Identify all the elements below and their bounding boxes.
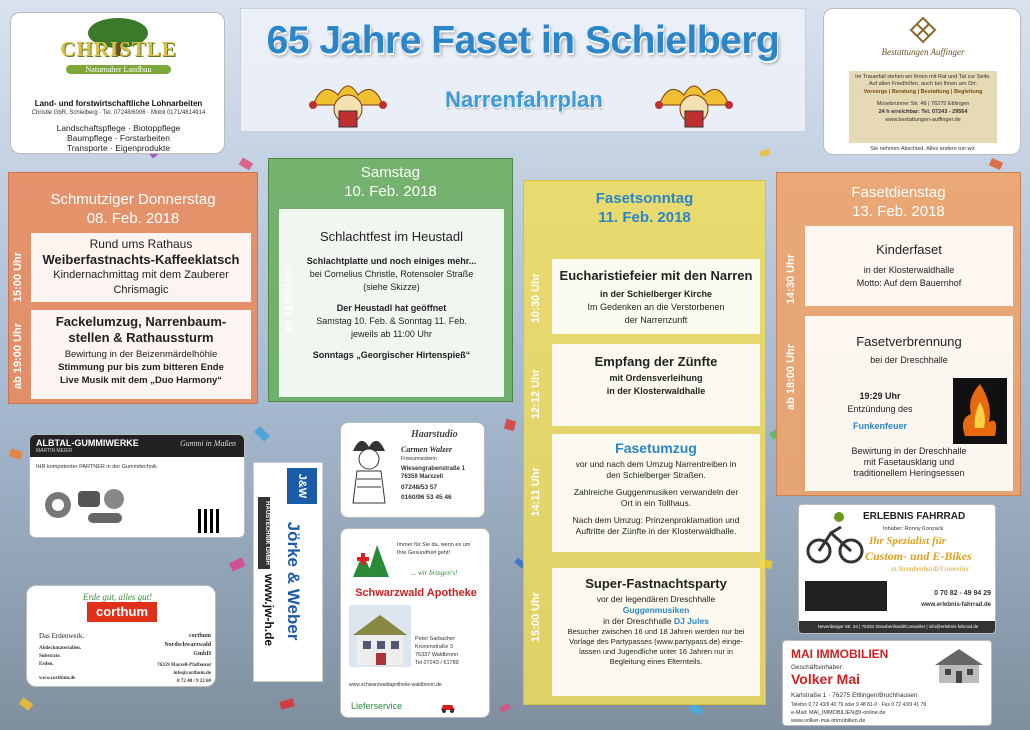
event-line: Bewirtung in der Beizenmärdelhöhle <box>64 349 218 360</box>
event-title: Empfang der Zünfte <box>594 354 718 369</box>
apotheke-name: Schwarzwald Apotheke <box>355 587 477 599</box>
haarstudio-sub: Friseurmeisterin <box>401 456 437 462</box>
corthum-ad <box>26 585 216 687</box>
column-saturday <box>268 158 513 402</box>
mai-title: MAI IMMOBILIEN <box>791 647 889 661</box>
day-date: 13. Feb. 2018 <box>852 203 945 220</box>
event-card <box>552 259 760 334</box>
column-tuesday <box>776 172 1021 496</box>
house-icon <box>931 645 987 685</box>
corthum-right: info@corthum.de <box>173 671 211 676</box>
pharmacy-building-image <box>349 605 411 667</box>
event-line: Guggenmusiken <box>622 605 690 615</box>
jw-name: Jörke & Weber <box>284 521 303 641</box>
event-line: Funkenfeuer <box>852 421 907 431</box>
day-title: Samstag <box>360 164 421 181</box>
event-line: vor und nach dem Umzug Narrentreiben in <box>575 459 737 469</box>
corthum-left: www.corthum.de <box>39 676 76 681</box>
day-date: 08. Feb. 2018 <box>86 210 180 227</box>
haarstudio-title: Haarstudio <box>411 429 458 440</box>
event-line: Schlachtplatte und noch einiges mehr... <box>306 256 477 266</box>
christle-logo: CHRISTLE <box>60 37 177 61</box>
event-line: bei der Dreschhalle <box>870 355 948 365</box>
jw-ad <box>253 462 323 682</box>
event-line: der Narrenzunft <box>624 315 688 325</box>
event-line: in der Klosterwaldhalle <box>863 265 955 275</box>
event-line: Zahlreiche Guggenmusiken verwandeln der <box>573 487 739 497</box>
apotheke-slogan: ... wir bringen's! <box>411 569 458 577</box>
event-line: jeweils ab 11:00 Uhr <box>351 329 432 339</box>
event-line: Vorlage des Partypasses (www.partypass.de) einge- <box>569 637 743 646</box>
time-label: 15:00 Uhr <box>12 251 24 303</box>
fahrrad-ad <box>798 504 996 634</box>
event-line: Entzündung des <box>847 404 913 414</box>
apotheke-tagline: Ihre Gesundheit geht! <box>397 550 450 556</box>
event-card <box>805 316 1013 491</box>
fahrrad-web: www.erlebnis-fahrrad.de <box>921 602 991 608</box>
event-card <box>552 344 760 426</box>
corthum-right: 0 72 48 / 9 22 60 <box>177 679 211 684</box>
christle-contact: Christle GbR, Schielberg · Tel. 07248/6006 · Mobil 0171/4814914 <box>31 110 206 116</box>
event-line: in der Schielberger Kirche <box>599 289 713 299</box>
event-line: Im Gedenken an die Verstorbenen <box>587 302 725 312</box>
mai-addr: Karlstraße 1 · 76275 Ettlingen/Bruchhausen <box>791 692 918 699</box>
event-line: mit Ordensverleihung <box>609 373 703 383</box>
event-card <box>552 434 760 552</box>
event-line: Ort in ein Tollhaus. <box>620 498 692 508</box>
bestattungen-ad <box>823 8 1021 155</box>
haarstudio-name: Carmen Walzer <box>401 445 453 454</box>
albtal-script: Gummi in Maßen <box>180 439 236 448</box>
event-title: Weiberfastnachts-Kaffeeklatsch <box>42 252 240 267</box>
event-line: mit Fasetausklang und <box>863 457 955 467</box>
event-line: lassen und Jugendliche unter 16 Jahren nur in <box>579 647 733 656</box>
event-line: Kindernachmittag mit dem Zauberer <box>53 269 229 281</box>
mai-owner-label: Geschäftsinhaber: <box>791 664 844 671</box>
bestattungen-name: Bestattungen Auffinger <box>881 47 965 57</box>
event-line: Besucher zwischen 16 und 18 Jahren werden nur bei <box>567 627 745 636</box>
mai-mail: e-Mail: MAI_IMMOBILIEN@t-online.de <box>791 710 886 716</box>
knot-icon <box>908 15 938 45</box>
event-title: Kinderfaset <box>876 242 942 257</box>
time-label: ab 18:00 Uhr <box>785 343 797 411</box>
bestattungen-footer: Sie nehmen Abschied. Alles andere tun wir. <box>870 146 976 152</box>
event-line: in der Dreschhalle DJ Jules <box>603 616 709 626</box>
event-line: Samstag 10. Feb. & Sonntag 11. Feb. <box>316 316 467 326</box>
event-card <box>552 568 760 696</box>
event-title: Fasetverbrennung <box>856 334 962 349</box>
fahrrad-owner: Inhaber: Ronny Konzack <box>883 526 944 532</box>
apotheke-city: 76337 Waldbronn <box>415 652 459 658</box>
corthum-left: Das Erdenwerk. <box>39 632 85 640</box>
fahrrad-spec: Ihr Spezialist für <box>869 535 947 547</box>
jester-hair-icon <box>347 431 391 507</box>
fahrrad-spec: Custom- und E-Bikes <box>865 549 972 563</box>
event-card <box>31 310 251 399</box>
day-date: 10. Feb. 2018 <box>344 183 437 200</box>
corthum-logo: corthum <box>87 602 157 622</box>
time-label: 14:30 Uhr <box>785 253 797 305</box>
fahrrad-spec: in Straubenhardt/Conweiler <box>891 565 970 573</box>
jw-www: www.jw-h.de <box>262 573 276 647</box>
bestattungen-info: Im Trauerfall stehen wir Ihnen mit Rat und Tat zur Seite. Auf allen Friedhöfen, auch bei Ihnen am Ort. Vorsorge | Beratung | Bestattung | Begleitung Mosebrunner Str. 46 | 76275 Ettlingen 24 h erreichbar: Tel. 07243 - 29564 www.bestattungen-auffinger.de <box>849 71 997 143</box>
corthum-slogan: Erde gut, alles gut! <box>83 592 153 602</box>
corthum-right: 76359 Marzell-Pfaffenrot <box>157 663 211 668</box>
apotheke-ad <box>340 528 490 718</box>
time-label: 12:12 Uhr <box>530 368 542 420</box>
event-line: Motto: Auf dem Bauernhof <box>856 278 962 288</box>
christle-headline: Land- und forstwirtschaftliche Lohnarbeiten <box>34 99 203 108</box>
event-line: Der Heustadl hat geöffnet <box>336 303 447 313</box>
fahrrad-phone: 0 70 82 - 49 94 29 <box>934 590 991 597</box>
event-card <box>805 226 1013 306</box>
event-card <box>279 209 504 397</box>
event-line: in der Klosterwaldhalle <box>606 386 706 396</box>
haarstudio-addr: 76359 Marxzell <box>401 474 444 480</box>
event-location: Rund ums Rathaus <box>89 237 193 251</box>
albtal-name: ALBTAL-GUMMIWERKE <box>36 438 139 448</box>
mai-owner: Volker Mai <box>791 671 860 687</box>
apotheke-phone: Tel 07243 / 61789 <box>415 660 459 666</box>
time-label: 15:00 Uhr <box>530 591 542 643</box>
bicycle-rider-icon <box>805 509 865 565</box>
haarstudio-phone: 07248/53 57 <box>401 484 438 491</box>
mai-ad <box>782 640 992 726</box>
event-title: Schlachtfest im Heustadl <box>319 229 464 244</box>
event-title: Fasetumzug <box>615 440 697 456</box>
time-label: 14:11 Uhr <box>530 467 542 517</box>
fahrrad-addr: Nevenbürger Str. 34 | 75334 Straubenhardt/Conweiler | info@erlebnis-fahrrad.de <box>817 624 979 629</box>
event-line: 19:29 Uhr <box>859 391 901 401</box>
event-line: Nach dem Umzug: Prinzenproklamation und <box>572 515 740 525</box>
page-title: 65 Jahre Faset in Schielberg <box>266 19 780 62</box>
corthum-left: Substrate. <box>39 654 61 659</box>
event-line: bei Cornelius Christle, Rotensoler Straße <box>309 269 474 279</box>
event-line: Sonntags „Georgischer Hirtenspieß“ <box>312 350 471 360</box>
time-label: ab 19:00 Uhr <box>12 322 24 390</box>
event-line: Live Musik mit dem „Duo Harmony“ <box>59 375 223 386</box>
day-date: 11. Feb. 2018 <box>598 209 691 226</box>
fahrrad-name: ERLEBNIS FAHRRAD <box>863 511 966 522</box>
fahrrad-hours <box>805 581 887 611</box>
bonfire-image <box>953 378 1007 444</box>
event-title: stellen & Rathaussturm <box>68 330 214 345</box>
haarstudio-ad <box>340 422 485 518</box>
corthum-right: corthum <box>189 633 211 639</box>
corthum-right: GmbH <box>193 651 211 657</box>
christle-logo-sub: Naturnaher Landbau <box>66 65 171 74</box>
christle-service: Landschaftspflege · Biotoppflege <box>56 123 181 133</box>
mai-web: www.volker-mai-immobilien.de <box>791 718 866 724</box>
albtal-ad <box>29 434 245 538</box>
event-line: vor der legendären Dreschhalle <box>596 594 716 604</box>
christle-service: Transporte · Eigenprodukte <box>66 143 171 153</box>
car-icon <box>439 699 457 711</box>
event-title: Fackelumzug, Narrenbaum- <box>55 314 227 329</box>
christle-ad <box>10 12 225 154</box>
event-line: Begleitung eines Elternteils. <box>609 657 703 666</box>
time-label: 10:30 Uhr <box>530 272 542 324</box>
apotheke-owner: Peter Sarbacher <box>415 636 456 642</box>
jester-right-icon <box>649 75 739 130</box>
event-line: (siehe Skizze) <box>363 282 420 292</box>
corthum-right: Nordschwarzwald <box>164 642 211 648</box>
event-line: traditionellem Heringsessen <box>853 468 965 478</box>
qr-code-icon <box>198 509 222 533</box>
apotheke-service: Lieferservice <box>351 701 403 711</box>
apotheke-url: www.schwarzwaldapotheke-waldbronn.de <box>349 682 442 688</box>
event-title: Eucharistiefeier mit den Narren <box>559 268 753 283</box>
corthum-left: Abdeckmaterialien. <box>39 646 82 651</box>
column-sunday <box>523 180 766 705</box>
mai-tel: Telefon 0 72 43/9 40 79 oder 9 48 81-0 · Fax 0 72 43/9 41 78 <box>791 702 927 708</box>
corthum-left: Erden. <box>39 662 54 667</box>
event-card <box>31 233 251 302</box>
christle-service: Baumpflege · Forstarbeiten <box>67 133 170 143</box>
apotheke-street: Kronenstraße 3 <box>415 644 453 650</box>
event-line: Stimmung pur bis zum bitteren Ende <box>58 362 224 373</box>
apotheke-tagline: Immer für Sie da, wenn es um <box>397 542 471 548</box>
event-title: Super-Fastnachtsparty <box>585 576 727 591</box>
event-line: Bewirtung in der Dreschhalle <box>851 446 967 456</box>
albtal-sub: MARTIN MEIER <box>36 448 73 454</box>
albtal-slogan: IHR kompetenter PARTNER in der Gummitechnik <box>36 464 157 470</box>
jw-logo: J&W <box>287 468 317 504</box>
jester-left-icon <box>303 75 393 130</box>
column-thursday <box>8 172 258 404</box>
day-title: Schmutziger Donnerstag <box>50 191 216 208</box>
page-subtitle: Narrenfahrplan <box>445 87 603 112</box>
event-line: den Schielberger Straßen. <box>606 470 706 480</box>
day-title: Fasetdienstag <box>851 184 946 201</box>
event-line: Chrismagic <box>113 284 169 296</box>
pharmacy-logo-icon <box>349 539 395 579</box>
haarstudio-phone: 0160/96 53 45 46 <box>401 494 452 501</box>
rubber-parts-image <box>38 475 138 533</box>
jw-tag: HAUSTECHNIK GMBH <box>258 497 270 569</box>
day-title: Fasetsonntag <box>595 190 694 207</box>
event-line: Auftritte der Zünfte in der Klosterwaldhalle. <box>575 526 737 536</box>
title-box <box>240 8 806 132</box>
haarstudio-addr: Wiesengrabenstraße 1 <box>401 466 465 472</box>
